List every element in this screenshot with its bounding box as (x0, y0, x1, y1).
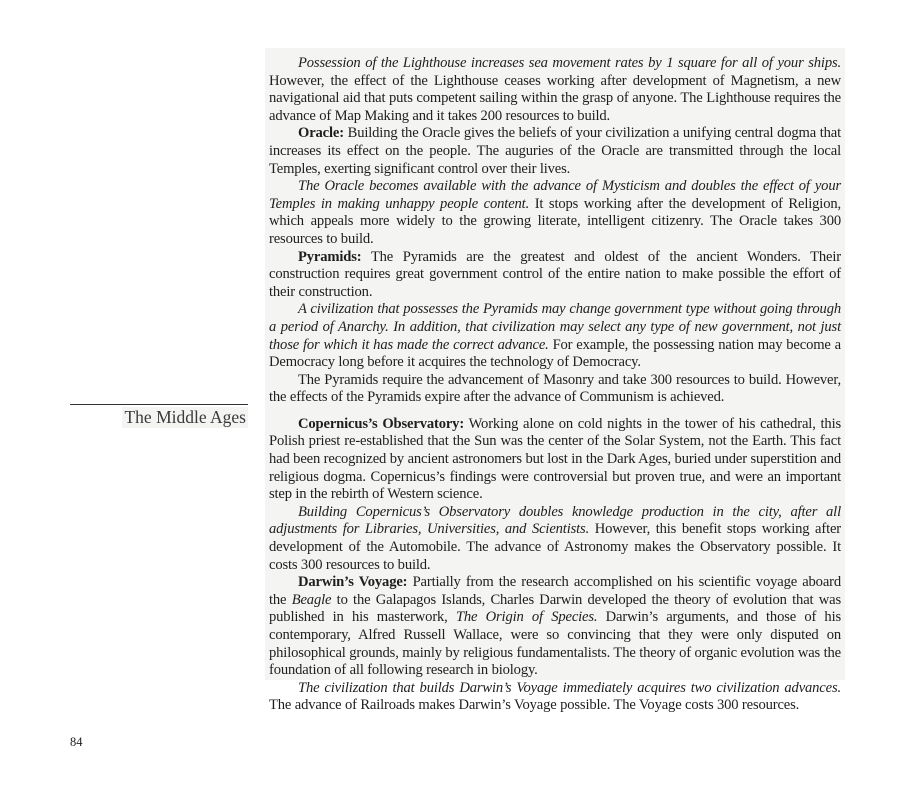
oracle-description: Building the Oracle gives the beliefs of your civilization a unifying central dogma that increases its effect on the people. The auguries of the Oracle are transmitted through the local Temples, exerting significant control over their lives. (269, 125, 841, 177)
lighthouse-paragraph (269, 55, 841, 125)
pyramids-detail-text: For example, the possessing nation may become a Democracy long before it acquires the technology of Democracy. (269, 336, 841, 371)
oracle-title: Oracle: (298, 125, 344, 142)
origin-of-species-title: The Origin of Species. (455, 609, 598, 626)
lighthouse-effect-text: Possession of the Lighthouse increases sea movement rates by 1 square for all of your ships. (298, 55, 841, 71)
body-text-column (265, 48, 845, 714)
darwin-effect-paragraph (269, 680, 841, 715)
darwin-text-3: Darwin’s arguments, and those of his contemporary, Alfred Russell Wallace, were so convincing that they were only disputed on philosophical grounds, mainly by religious fundamentalists. The theory of organic evolution was the foundation of all following research in biology. (269, 609, 842, 679)
oracle-detail-text: It stops working after the development of Religion, which appeals more widely to the growing literate, intelligent citizenry. The Oracle takes 300 resources to build. (269, 195, 841, 247)
pyramids-paragraph (269, 249, 841, 302)
pyramids-description: The Pyramids are the greatest and oldest of the ancient Wonders. Their construction requires great government control of the entire nation to make possible the effort of their construction. (269, 248, 841, 300)
copernicus-description: Working alone on cold nights in the tower of his cathedral, this Polish priest re-established that the Sun was the center of the Solar System, not the Earth. This fact had been recognized by ancient astronomers but lost in the Dark Ages, buried under superstition and religious dogma. Copernicus’s findings were controversial but proven true, and were an important step in the rebirth of Western science. (269, 415, 842, 503)
beagle-ship-name: Beagle (291, 591, 332, 608)
darwin-text-1: Partially from the research accomplished on his scientific voyage aboard the (269, 574, 842, 608)
copernicus-effect-paragraph (269, 504, 841, 574)
pyramids-effect-paragraph (269, 301, 841, 371)
lighthouse-detail-text: However, the effect of the Lighthouse ceases working after development of Magnetism, a new navigational aid that puts competent sailing within the grasp of anyone. The Lighthouse requires the advance of Map Making and it takes 200 resources to build. (269, 72, 841, 124)
page-number: 84 (70, 735, 83, 749)
copernicus-title: Copernicus’s Observatory: (298, 415, 465, 432)
oracle-paragraph (269, 125, 841, 178)
section-heading: The Middle Ages (124, 407, 246, 427)
darwin-detail-text: The advance of Railroads makes Darwin’s Voyage possible. The Voyage costs 300 resources. (269, 697, 800, 714)
copernicus-detail-text: However, this benefit stops working after development of the Automobile. The advance of Astronomy makes the Observatory possible. It costs 300 resources to build. (269, 521, 842, 573)
section-divider (70, 404, 248, 405)
darwin-title: Darwin’s Voyage: (298, 574, 408, 591)
pyramids-effect-text: A civilization that possesses the Pyramids may change government type without going through a period of Anarchy. In addition, that civilization may select any type of new government, not just those for which it has made the correct advance. (269, 301, 841, 353)
darwin-effect-text: The civilization that builds Darwin’s Voyage immediately acquires two civilization advances. (298, 679, 841, 696)
copernicus-paragraph (269, 416, 841, 504)
copernicus-effect-text: Building Copernicus’s Observatory doubles knowledge production in the city, after all adjustments for Libraries, Universities, and Scientists. (269, 503, 841, 538)
pyramids-cost-paragraph: The Pyramids require the advancement of Masonry and take 300 resources to build. However, the effects of the Pyramids expire after the advance of Communism is achieved. (269, 371, 841, 406)
darwin-text-2: to the Galapagos Islands, Charles Darwin developed the theory of evolution that was published in his masterwork, (269, 591, 841, 626)
darwin-paragraph (269, 574, 841, 680)
oracle-effect-text: The Oracle becomes available with the advance of Mysticism and doubles the effect of your Temples in making unhappy people content. (269, 178, 841, 212)
oracle-effect-paragraph (269, 178, 841, 248)
pyramids-title: Pyramids: (298, 248, 362, 265)
section-gap (269, 407, 841, 416)
